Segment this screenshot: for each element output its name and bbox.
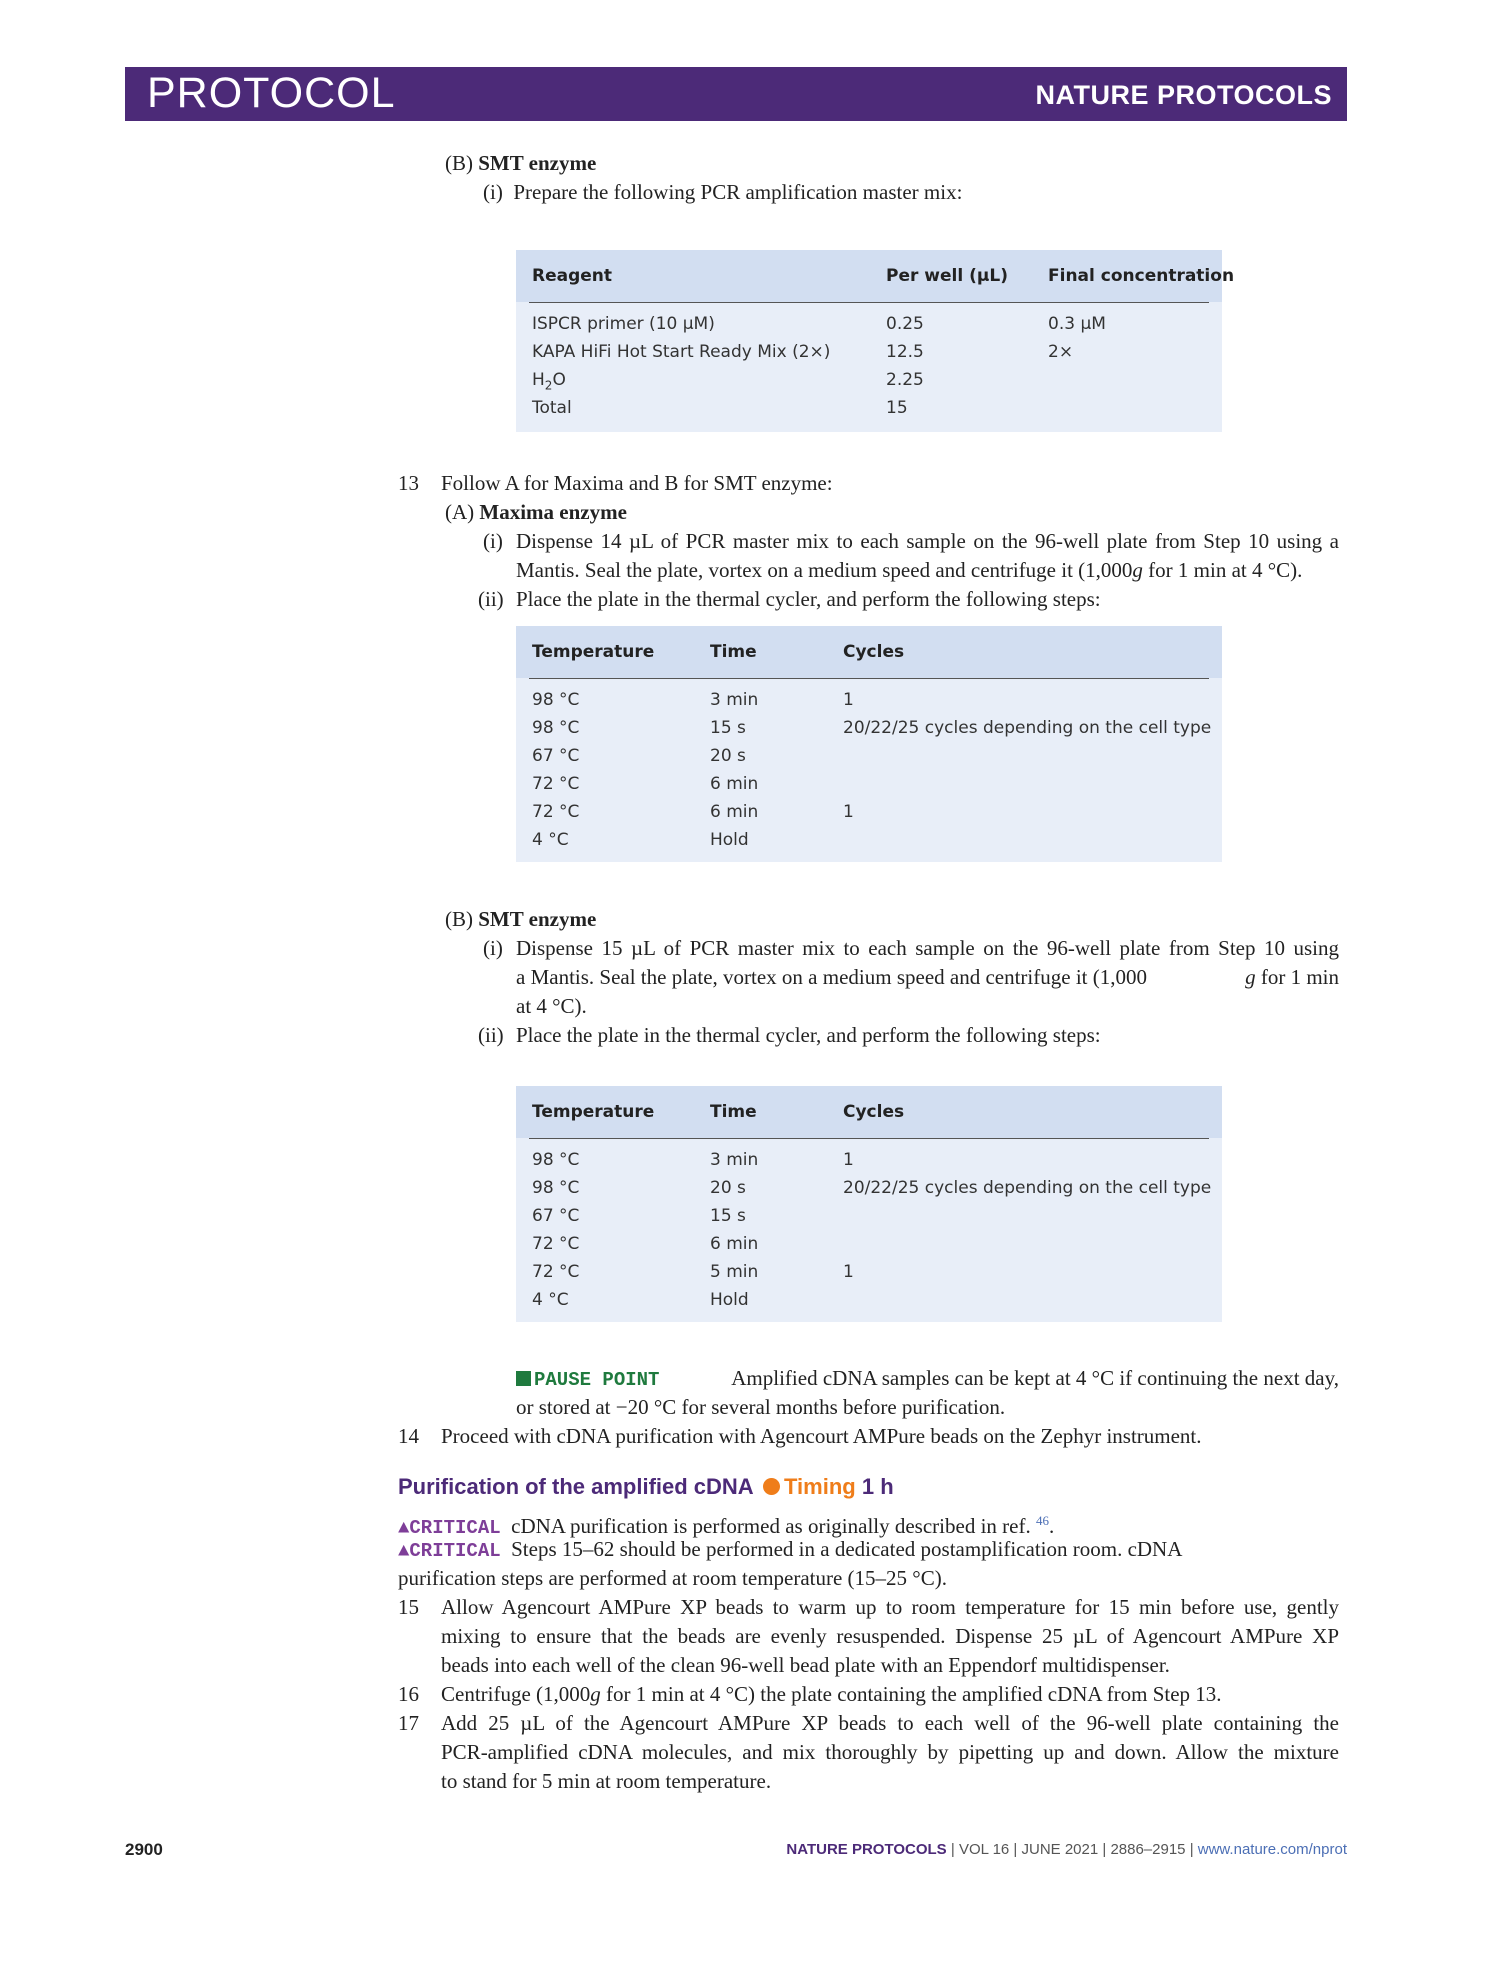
- table-header: [516, 626, 1222, 678]
- step-14-text: Proceed with cDNA purification with Agencourt AMPure beads on the Zephyr instrument.: [441, 1424, 1202, 1448]
- page-number: 2900: [125, 1840, 163, 1859]
- pause-point: PAUSE POINT Amplified cDNA samples can be kept at 4 °C if continuing the next day,: [516, 1364, 1339, 1395]
- footer-citation: NATURE PROTOCOLS | VOL 16 | JUNE 2021 | 2886–2915 | www.nature.com/nprot: [786, 1841, 1347, 1858]
- step-number: 17: [398, 1711, 419, 1735]
- a-step-i-line1: Dispense 14 µL of PCR master mix to each sample on the 96-well plate from Step 10 using a: [516, 529, 1339, 553]
- timing-clock-icon: [763, 1478, 780, 1495]
- subsection-a-heading: (A) Maxima enzyme: [445, 500, 627, 524]
- subsection-b2-heading: (B) SMT enzyme: [445, 907, 597, 931]
- critical-triangle-icon: ▲: [398, 1517, 410, 1539]
- step-number: 15: [398, 1595, 419, 1619]
- critical-note-2-line2: purification steps are performed at room temperature (15–25 °C).: [398, 1566, 947, 1590]
- column-header: Cycles: [843, 642, 905, 662]
- column-header: Temperature: [532, 642, 655, 662]
- column-header: Time: [710, 1102, 757, 1122]
- a-step-ii-label: (ii): [478, 587, 504, 611]
- step-number: 16: [398, 1682, 419, 1706]
- critical-triangle-icon: ▲: [398, 1540, 410, 1562]
- step-number: 14: [398, 1424, 419, 1448]
- b2-step-ii-text: Place the plate in the thermal cycler, and perform the following steps:: [516, 1023, 1101, 1047]
- a-step-ii-text: Place the plate in the thermal cycler, and perform the following steps:: [516, 587, 1101, 611]
- column-header: Temperature: [532, 1102, 655, 1122]
- column-header: Final concentration: [1048, 266, 1235, 286]
- a-step-i-label: (i): [483, 529, 503, 553]
- maxima-cycler-table: Temperature Time Cycles 98 °C 3 min 1 98 °C 15 s 20/22/25 cycles depending on the cell type 67 °C 20 s 72 °C 6 min 72 °C 6 min 1 4 °C Hold: [516, 626, 1222, 862]
- a-step-i-line2: Mantis. Seal the plate, vortex on a medium speed and centrifuge it (1,000g for 1 min at 4 °C).: [516, 558, 1303, 582]
- step-17-line2: PCR-amplified cDNA molecules, and mix thoroughly by pipetting up and down. Allow the mixture: [441, 1740, 1339, 1764]
- critical-note-1: ▲CRITICAL cDNA purification is performed as originally described in ref. $^{46}$.: [398, 1513, 1055, 1539]
- b2-step-i-line2: a Mantis. Seal the plate, vortex on a medium speed and centrifuge it (1,000 g for 1 min: [516, 965, 1339, 989]
- b-step-i: (i) Prepare the following PCR amplification master mix:: [483, 180, 963, 204]
- journal-url-link[interactable]: www.nature.com/nprot: [1197, 1841, 1347, 1858]
- column-header: Per well (µL): [886, 266, 1008, 286]
- b2-step-ii-label: (ii): [478, 1023, 504, 1047]
- b2-step-i-line3: at 4 °C).: [516, 994, 587, 1018]
- step-13-text: Follow A for Maxima and B for SMT enzyme:: [441, 471, 833, 495]
- header-rule: [529, 302, 1209, 303]
- step-15-line2: mixing to ensure that the beads are evenly resuspended. Dispense 25 µL of Agencourt AMPure XP: [441, 1624, 1339, 1648]
- column-header: Cycles: [843, 1102, 905, 1122]
- table-header: [516, 250, 1235, 302]
- article-type: PROTOCOL: [147, 69, 396, 117]
- master-mix-table: Reagent Per well (µL) Final concentration ISPCR primer (10 µM) 0.25 0.3 µM KAPA HiFi Hot Start Ready Mix (2×) 12.5 2× $H_2O$ 2.25 Total 15: [516, 250, 1222, 432]
- b2-step-i-label: (i): [483, 936, 503, 960]
- subsection-b-heading: (B) SMT enzyme: [445, 151, 597, 175]
- step-17-line3: to stand for 5 min at room temperature.: [441, 1769, 772, 1793]
- step-17-line1: Add 25 µL of the Agencourt AMPure XP beads to each well of the 96-well plate containing the: [441, 1711, 1339, 1735]
- column-header: Time: [710, 642, 757, 662]
- table-header: [516, 1086, 1222, 1138]
- header-rule: [529, 1138, 1209, 1139]
- pause-square-icon: [516, 1371, 531, 1386]
- journal-name: NATURE PROTOCOLS: [1035, 80, 1332, 110]
- step-number: 13: [398, 471, 419, 495]
- column-header: Reagent: [532, 266, 613, 286]
- header-banner: [125, 67, 1347, 121]
- critical-note-2: ▲CRITICAL Steps 15–62 should be performed in a dedicated postamplification room. cDNA: [398, 1537, 1183, 1562]
- step-15-line3: beads into each well of the clean 96-well bead plate with an Eppendorf multidispenser.: [441, 1653, 1170, 1677]
- pause-point-line2: or stored at −20 °C for several months before purification.: [516, 1395, 1006, 1419]
- step-16-text: Centrifuge (1,000g for 1 min at 4 °C) the plate containing the amplified cDNA from Step 13.: [441, 1682, 1222, 1706]
- step-15-line1: Allow Agencourt AMPure XP beads to warm up to room temperature for 15 min before use, gently: [441, 1595, 1339, 1619]
- header-rule: [529, 678, 1209, 679]
- section-heading: Purification of the amplified cDNA Timing 1 h: [398, 1474, 894, 1499]
- smt-cycler-table: Temperature Time Cycles 98 °C 3 min 1 98 °C 20 s 20/22/25 cycles depending on the cell type 67 °C 15 s 72 °C 6 min 72 °C 5 min 1 4 °C Hold: [516, 1086, 1222, 1322]
- b2-step-i-line1: Dispense 15 µL of PCR master mix to each sample on the 96-well plate from Step 10 using: [516, 936, 1339, 960]
